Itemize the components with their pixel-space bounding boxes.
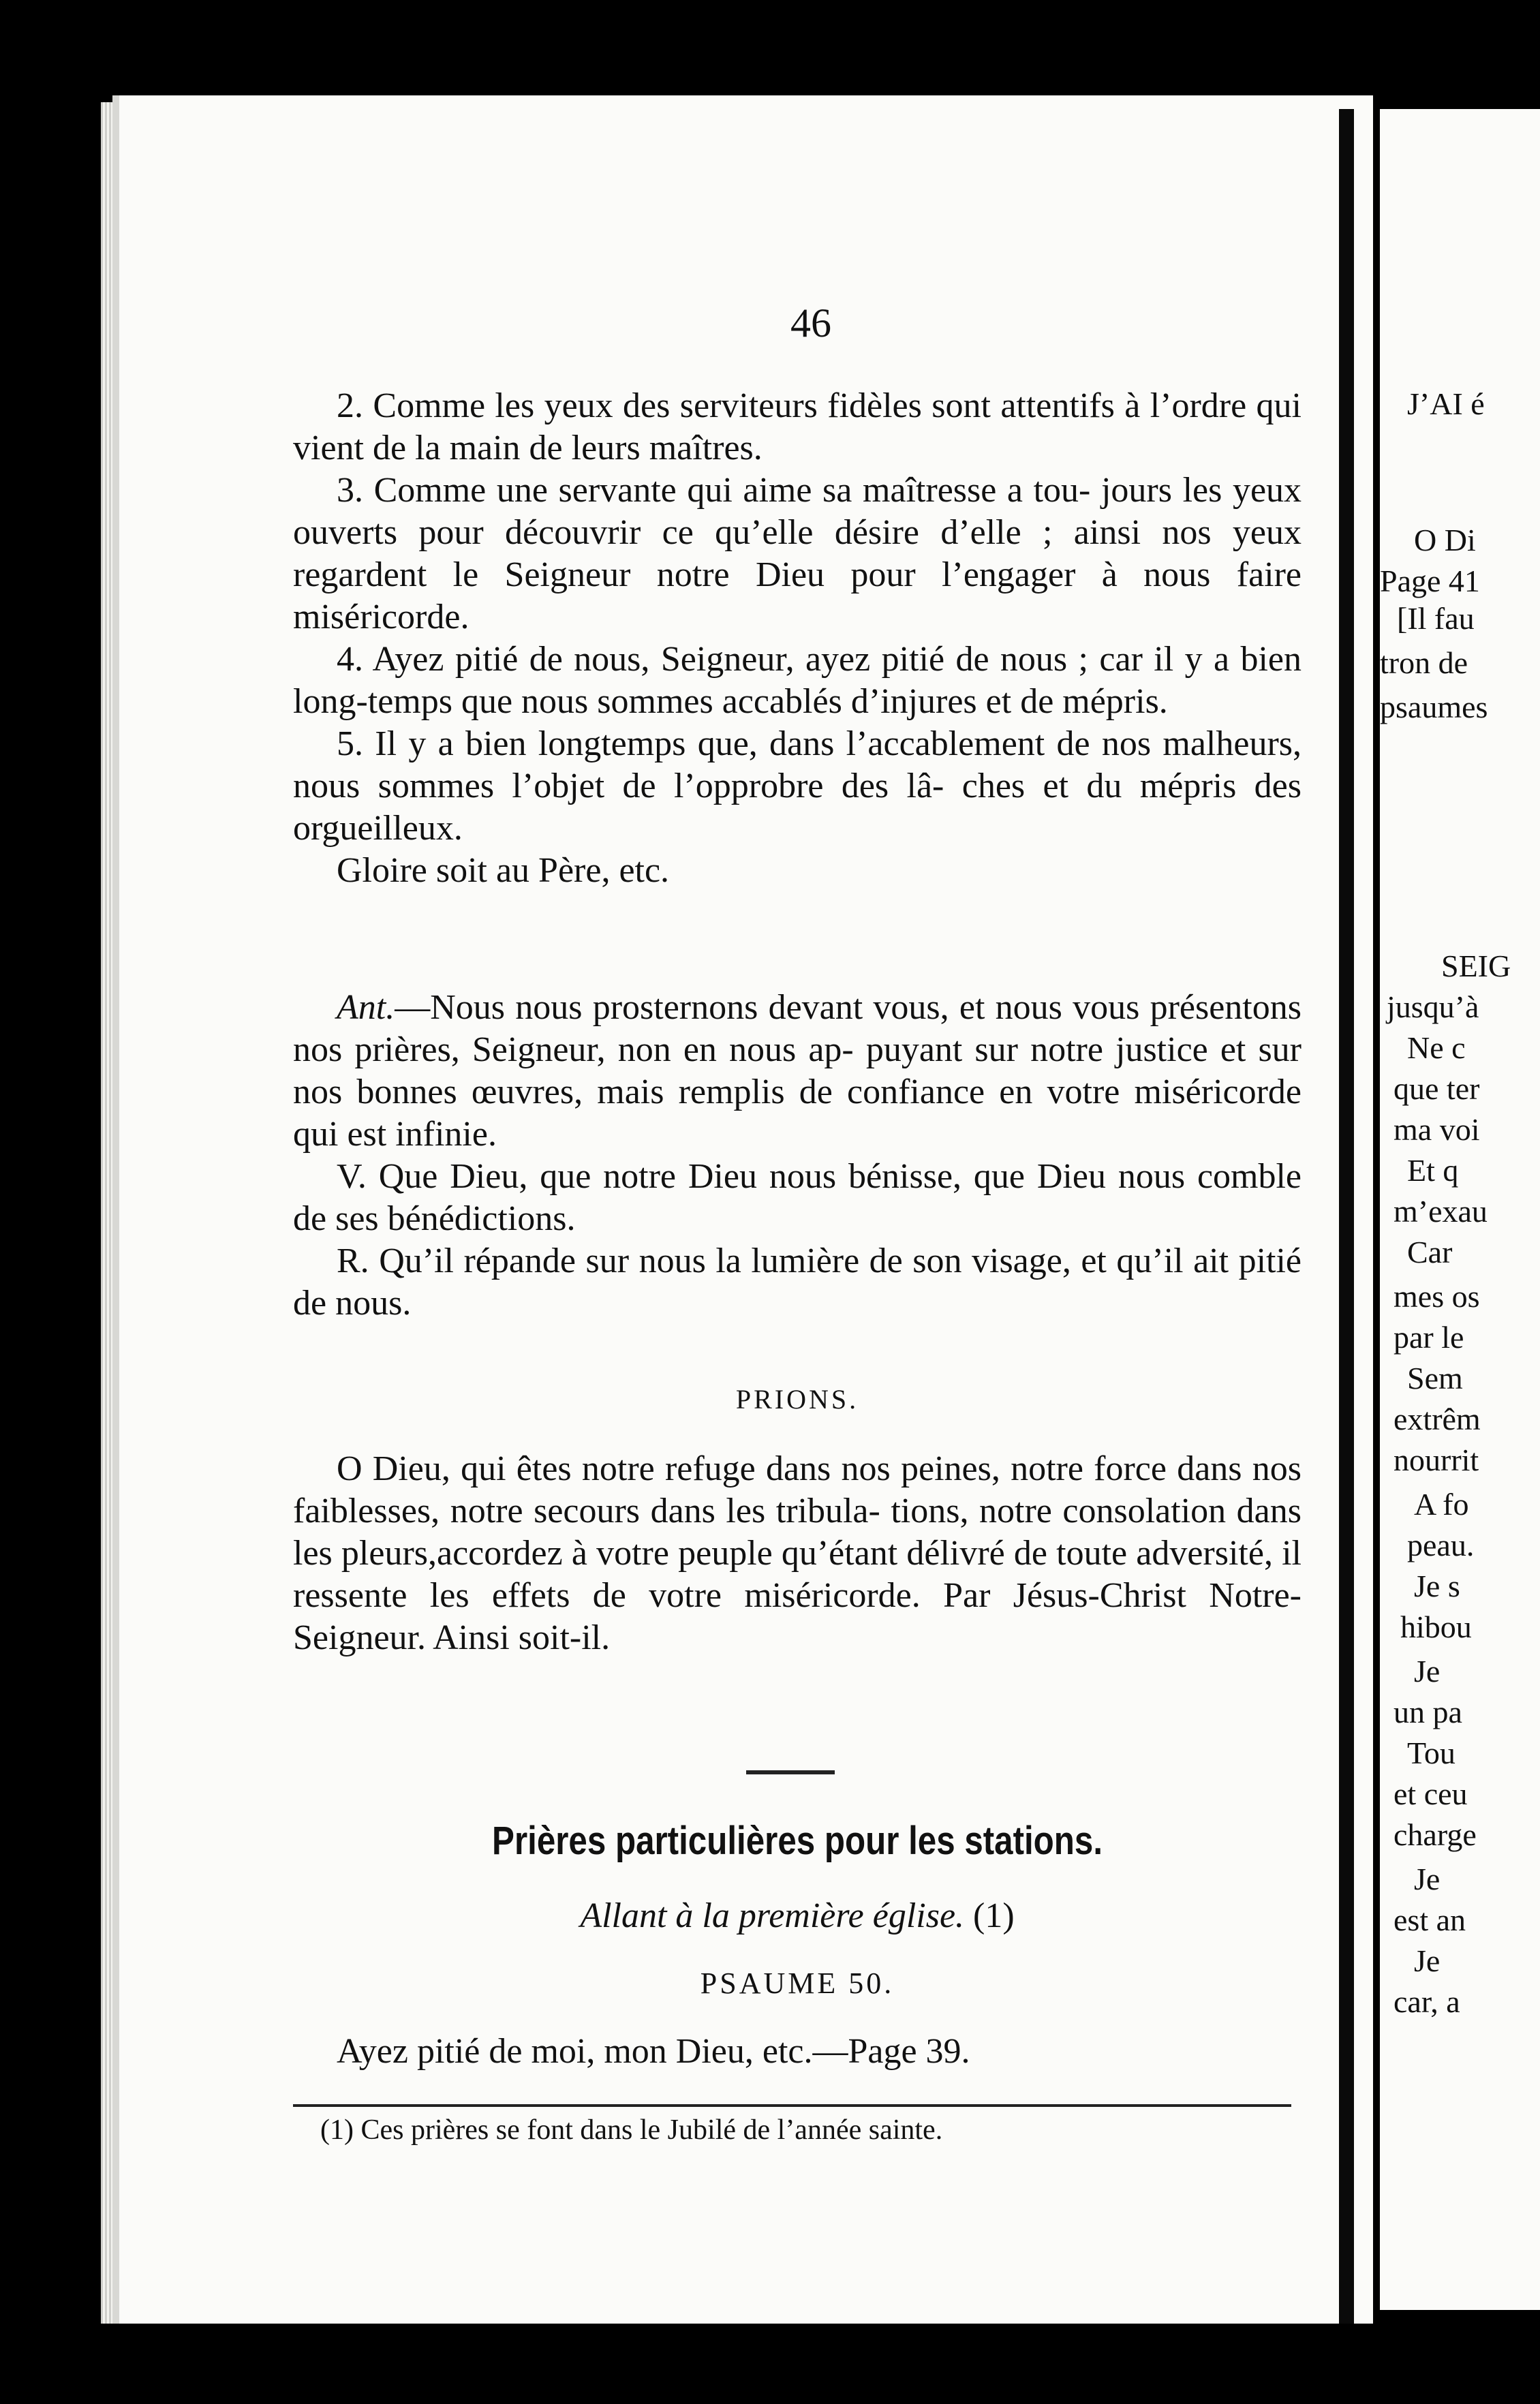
- response: R. Qu’il répande sur nous la lumière de son visage, et qu’il ait pitié de nous.: [293, 1242, 1302, 1323]
- psalm-verses: [293, 385, 1302, 892]
- page-number: 46: [790, 300, 831, 345]
- facing-page-line: jusqu’à: [1387, 989, 1479, 1024]
- facing-page-line: par le: [1393, 1320, 1464, 1355]
- facing-page-line: SEIG: [1441, 949, 1511, 983]
- facing-page-line: psaumes: [1380, 690, 1488, 724]
- facing-page-line: peau.: [1407, 1528, 1475, 1562]
- facing-page-line: Ne c: [1407, 1030, 1466, 1065]
- facing-page-line: Car: [1407, 1235, 1453, 1269]
- facing-page-line: Tou: [1407, 1736, 1456, 1770]
- facing-page-line: m’exau: [1393, 1194, 1488, 1229]
- facing-page-line: extrêm: [1393, 1402, 1481, 1436]
- psalm-heading: PSAUME 50.: [700, 1967, 895, 2000]
- footnote: (1) Ces prières se font dans le Jubilé de l’année sainte.: [320, 2114, 943, 2146]
- facing-page-line: ma voi: [1393, 1112, 1480, 1147]
- facing-page-line: car, a: [1393, 1984, 1460, 2019]
- verse-5: 5. Il y a bien longtemps que, dans l’accablement de nos malheurs, nous sommes l’objet de l’opprobre des lâ- ches et du mépris des orgueilleux.: [293, 724, 1302, 848]
- facing-page-line: et ceu: [1393, 1776, 1468, 1811]
- facing-page-line: tron de: [1380, 645, 1468, 680]
- versicle: V. Que Dieu, que notre Dieu nous bénisse, que Dieu nous comble de ses bénédictions.: [293, 1157, 1302, 1238]
- facing-page-line: nourrit: [1393, 1443, 1479, 1477]
- facing-page-line: Je: [1414, 1862, 1441, 1896]
- facing-page-line: A fo: [1414, 1487, 1469, 1522]
- station-subtitle: Allant à la première église. (1): [580, 1896, 1015, 1935]
- facing-page-line: Je s: [1414, 1569, 1460, 1603]
- facing-page: [1380, 109, 1540, 2310]
- book-gutter: [1339, 109, 1354, 2324]
- facing-page-line: Je: [1414, 1943, 1441, 1978]
- closing-prayer: O Dieu, qui êtes notre refuge dans nos peines, notre force dans nos faiblesses, notre secours dans les tribula- tions, notre consolation dans les pleurs,accordez à votre peuple qu’étant délivré de toute adversité, il ressente les effets de votre miséricorde. Par Jésus-Christ Notre- Seigneur. Ainsi soit-il.: [293, 1449, 1302, 1657]
- facing-page-line: hibou: [1400, 1609, 1472, 1644]
- verse-3: 3. Comme une servante qui aime sa maîtresse a tou- jours les yeux ouverts pour découvrir ce qu’elle désire d’elle ; ainsi nos yeux regardent le Seigneur notre Dieu pour l’engager à nous faire miséricorde.: [293, 471, 1302, 636]
- facing-page-line: J’AI é: [1407, 386, 1485, 421]
- facing-page-line: Et q: [1407, 1153, 1459, 1188]
- footnote-rule: [293, 2104, 1291, 2107]
- facing-page-line: [Il fau: [1397, 601, 1475, 636]
- antiphon: Ant.—Nous nous prosternons devant vous, et nous vous présentons nos prières, Seigneur, non en nous ap- puyant sur notre justice et sur nos bonnes œuvres, mais remplis de confiance en votre miséricorde qui est infinie. V. Que Dieu, que notre Dieu nous bénisse, que Dieu nous comble de ses bénédictions. R. Qu’il répande sur nous la lumière de son visage, et qu’il ait pitié de nous.: [293, 987, 1302, 1325]
- prions-heading: PRIONS.: [735, 1384, 859, 1415]
- facing-page-line: O Di: [1414, 523, 1476, 557]
- facing-page-line: charge: [1393, 1817, 1477, 1852]
- facing-page-line: Je: [1414, 1654, 1441, 1689]
- facing-page-line: Page 41: [1380, 564, 1480, 598]
- verse-4: 4. Ayez pitié de nous, Seigneur, ayez pitié de nous ; car il y a bien long-temps que nous sommes accablés d’injures et de mépris.: [293, 640, 1302, 721]
- facing-page-line: mes os: [1393, 1279, 1480, 1314]
- facing-page-line: un pa: [1393, 1695, 1462, 1729]
- psalm-incipit: Ayez pitié de moi, mon Dieu, etc.—Page 39.: [337, 2032, 970, 2071]
- gloria: Gloire soit au Père, etc.: [337, 851, 670, 890]
- verse-2: 2. Comme les yeux des serviteurs fidèles sont attentifs à l’ordre qui vient de la main de leurs maîtres.: [293, 386, 1302, 467]
- facing-page-line: que ter: [1393, 1071, 1480, 1106]
- section-divider: [746, 1770, 835, 1774]
- section-title: Prières particulières pour les stations.: [492, 1819, 1103, 1863]
- antiphon-label: Ant.: [337, 988, 395, 1027]
- facing-page-line: est an: [1393, 1902, 1466, 1937]
- facing-page-line: Sem: [1407, 1361, 1463, 1396]
